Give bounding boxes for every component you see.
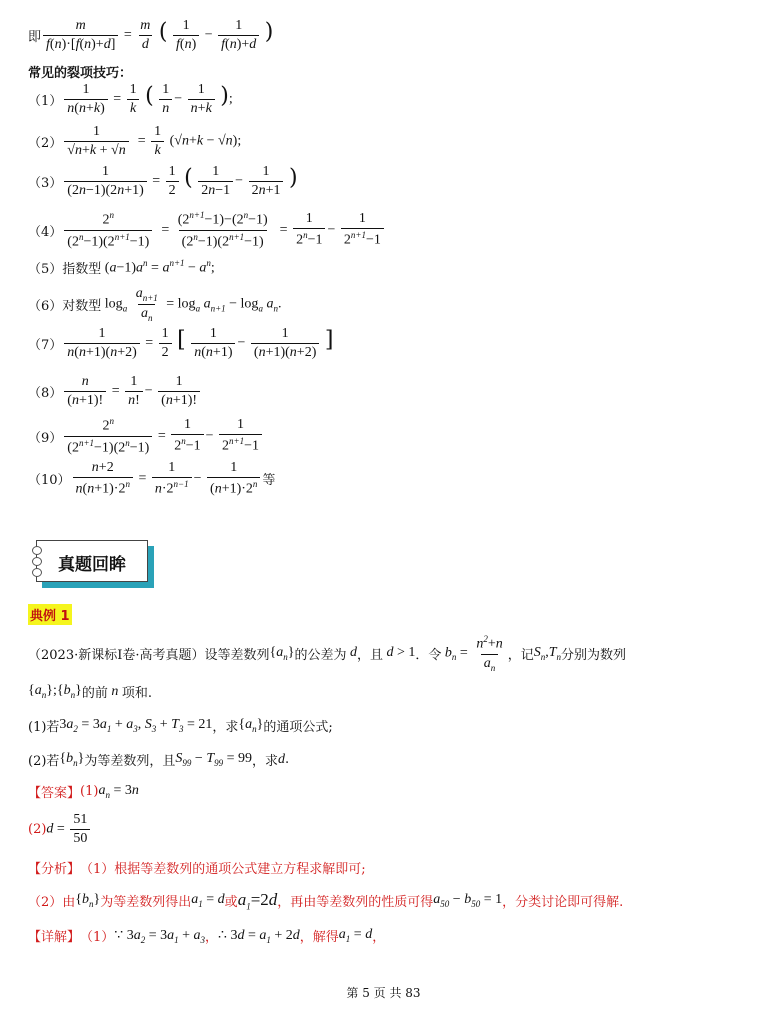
intro-line: 即 $\frac{m}{f(n)\cdot[f(n)+d]}$ = $\frac{m}{d}$ ( $\frac{1}{f(n)}$ − $\frac{1}{f(n)+d}$ ) (28, 18, 274, 52)
item-label-3: （3） (28, 176, 63, 191)
question-1: (1)若 $3a_2 = 3a_1 + a_3$, $S_3 + T_3 = 21$ ，求 $\{a_n\}$ 的通项公式; (28, 717, 333, 735)
item-label-7: （7） (28, 338, 63, 353)
problem-text: ．令 (415, 647, 442, 663)
problem-text: 为等差数列，且 (84, 754, 176, 769)
item-5-text: 指数型 (62, 262, 102, 277)
example-label: 典例 1 (28, 604, 72, 625)
formula-6: （6） 对数型 $\log_a$ $\frac{a_{n+1}}{a_n}$ = $\log_a a_{n+1} - \log_a a_n$. (28, 286, 282, 323)
item-label-2: （2） (28, 136, 63, 151)
analysis-text: 或 (224, 895, 238, 911)
binder-ring-icon (32, 557, 42, 566)
problem-text: 项和. (121, 686, 152, 701)
item-10-suffix: 等 (262, 473, 276, 489)
answer-part: (2) (28, 822, 47, 837)
analysis-text: 为等差数列得出 (100, 895, 192, 911)
formula-9: （9） $\frac{2^n}{(2^{n+1}-1)(2^n-1)}$ = $\frac{1}{2^n-1}$ − $\frac{1}{2^{n+1}-1}$ (28, 416, 264, 456)
binder-ring-icon (32, 546, 42, 555)
item-6-text: 对数型 (62, 298, 102, 314)
formula-4: （4） $\frac{2^n}{(2^n-1)(2^{n+1}-1)}$ = $\frac{(2^{n+1}-1)-(2^n-1)}{(2^n-1)(2^{n+1}-1)}$ = $\frac{1}{2^n-1}$ − $\frac{1}{2^{n+1}-1}$ (28, 210, 386, 250)
item-label-8: （8） (28, 386, 63, 401)
answer-label: 【答案】 (28, 786, 81, 801)
problem-text: ，求 (212, 720, 239, 735)
analysis-line-2: （2）由 $\{b_n\}$ 为等差数列得出 $a_1 = d$ 或 $a_1=2d$ ，再由等差数列的性质可得 $a_{50} - b_{50} = 1$ ，分类讨论即可得解. (28, 890, 624, 912)
analysis-line-1 (28, 858, 366, 877)
section-banner (36, 540, 154, 588)
formula-2: （2） $\frac{1}{√n+k + √n}$ = $\frac{1}{k}$ (√n+k − √n); (28, 124, 242, 158)
problem-text: 的前 (81, 686, 108, 701)
item-label-10: （10） (28, 473, 71, 489)
detail-text: ， (205, 930, 219, 945)
formula-10: （10） $\frac{n+2}{n(n+1)\cdot 2^n}$ = $\frac{1}{n\cdot 2^{n-1}}$ − $\frac{1}{(n+1)\cdot 2^n}$ 等 (28, 460, 276, 497)
answer-line-2: (2) d = $\frac{51}{50}$ (28, 812, 92, 847)
formula-8: （8） $\frac{n}{(n+1)!}$ = $\frac{1}{n!}$ − $\frac{1}{(n+1)!}$ (28, 374, 202, 409)
tips-heading: 常见的裂项技巧： (28, 66, 133, 81)
analysis-text: （2）由 (28, 895, 76, 911)
answer-part: (1) (80, 784, 99, 799)
analysis-text: ，分类讨论即可得解. (502, 895, 624, 911)
problem-text: ，且 (356, 647, 383, 663)
problem-line-2: $\{a_n\};\{b_n\}$ 的前 n 项和. (28, 683, 152, 701)
formula-3: （3） $\frac{1}{(2n-1)(2n+1)}$ = $\frac{1}{2}$ ( $\frac{1}{2n-1}$ − $\frac{1}{2n+1}$ ) (28, 164, 298, 198)
formula-7: （7） $\frac{1}{n(n+1)(n+2)}$ = $\frac{1}{2}$ [ $\frac{1}{n(n+1)}$ − $\frac{1}{(n+1)(n+2)}$ ] (28, 326, 334, 360)
formula-1: （1） $\frac{1}{n(n+k)}$ = $\frac{1}{k}$ ( $\frac{1}{n}$ − $\frac{1}{n+k}$ ); (28, 82, 233, 116)
problem-source: （2023·新课标Ⅰ卷·高考真题）设等差数列 (28, 647, 270, 663)
problem-text: 的公差为 (294, 647, 347, 663)
problem-text: 的通项公式; (263, 720, 333, 735)
question-label: (1)若 (28, 720, 60, 735)
binder-ring-icon (32, 568, 42, 577)
analysis-label: 【分析】 (28, 862, 81, 877)
analysis-text: ，再由等差数列的性质可得 (277, 895, 434, 911)
detail-text: ， (372, 930, 386, 945)
item-label-4: （4） (28, 224, 63, 240)
question-label: (2)若 (28, 754, 60, 769)
detail-text: ，解得 (299, 930, 339, 945)
item-label-6: （6） (28, 298, 63, 314)
item-label-9: （9） (28, 430, 63, 446)
problem-text: 分别为数列 (561, 647, 627, 663)
problem-text: ，求 (252, 754, 279, 769)
problem-text: . (285, 752, 290, 767)
formula-5: （5） 指数型 $(a-1)a^n = a^{n+1} - a^n$; (28, 258, 215, 277)
detail-part: （1） (80, 930, 115, 945)
section-title: 真题回眸 (58, 555, 126, 575)
detail-line: 【详解】 （1） ∵ $3a_2 = 3a_1 + a_3$ ， ∴ $3d = a_1 + 2d$ ，解得 $a_1 = d$ ， (28, 927, 386, 945)
intro-prefix: 即 (28, 30, 42, 45)
item-label-5: （5） (28, 262, 63, 277)
problem-text: ，记 (507, 647, 534, 663)
question-2: (2)若 $\{b_n\}$ 为等差数列，且 $S_{99} - T_{99} = 99$ ，求 d . (28, 751, 290, 769)
problem-line-1: （2023·新课标Ⅰ卷·高考真题）设等差数列 $\{a_n\}$ 的公差为 d ，且 d > 1 ．令 $b_n$ = $\frac{n^2+n}{a_n}$ ，记 $S_n,T_n$ 分别为数列 (28, 634, 627, 673)
page-footer: 第 5 页 共 83 (346, 986, 421, 1000)
analysis-text: （1）根据等差数列的通项公式建立方程求解即可; (80, 862, 366, 877)
item-label-1: （1） (28, 94, 63, 109)
detail-label: 【详解】 (28, 930, 81, 945)
answer-line-1: 【答案】 (1) $a_n = 3n$ (28, 783, 139, 801)
